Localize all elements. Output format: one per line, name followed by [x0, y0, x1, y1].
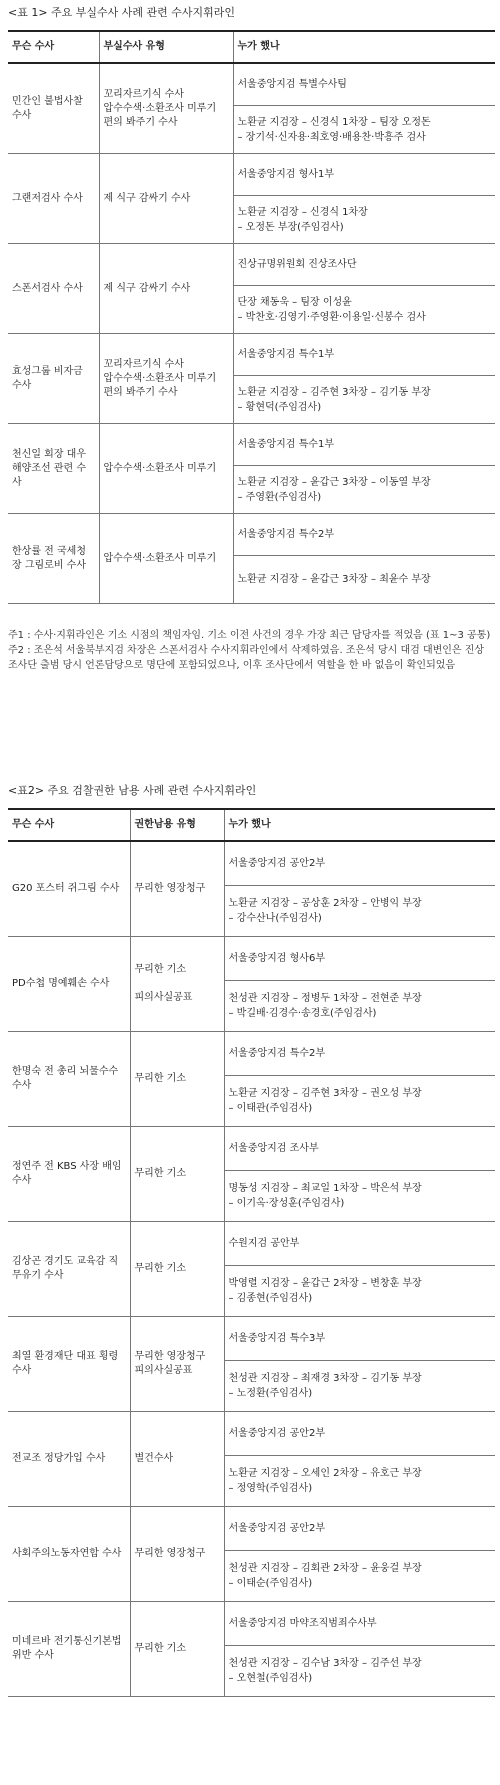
command-line-text: 노환균 지검장 – 윤갑근 3차장 – 이동열 부장: [237, 476, 431, 488]
case-name-cell: 최열 환경재단 대표 횡령 수사: [8, 1317, 130, 1412]
who-cell: [224, 1602, 495, 1697]
table2: [8, 808, 495, 1697]
case-name-cell: 효성그룹 비자금 수사: [8, 334, 99, 424]
command-line-text: 명동성 지검장 – 최교일 1차장 – 박은석 부장: [228, 1183, 422, 1194]
case-name-cell: 전교조 정당가입 수사: [8, 1412, 130, 1507]
table2-header-who: 누가 했나: [224, 809, 495, 841]
command-line-text: 노환균 지검장 – 윤갑근 3차장 – 최윤수 부장: [237, 574, 431, 585]
case-name-cell: 김상곤 경기도 교육감 직무유기 수사: [8, 1222, 130, 1317]
command-line-text: 노환균 지검장 – 공상훈 2차장 – 안병익 부장: [228, 898, 422, 909]
type-cell: 무리한 영장청구: [130, 841, 224, 937]
case-name-cell: 정연주 전 KBS 사장 배임 수사: [8, 1127, 130, 1222]
command-line-text: – 정영학(주임검사): [228, 1483, 313, 1494]
table1-header-type: 부실수사 유형: [99, 31, 233, 63]
command-line-text: 박영렬 지검장 – 윤갑근 2차장 – 변창훈 부장: [228, 1278, 422, 1289]
table-row: [8, 1507, 495, 1602]
who-cell: [224, 1412, 495, 1507]
who-cell: [233, 244, 495, 334]
table-row: [8, 514, 495, 604]
command-line: [225, 1266, 496, 1316]
department: 진상규명위원회 진상조사단: [234, 244, 496, 286]
command-line-text: 천성관 지검장 – 정병두 1차장 – 전현준 부장: [228, 993, 422, 1004]
type-cell: 제 식구 감싸기 수사: [99, 244, 233, 334]
table2-header-type: 권한남용 유형: [130, 809, 224, 841]
department: 수원지검 공안부: [225, 1222, 496, 1266]
case-name-cell: G20 포스터 쥐그림 수사: [8, 841, 130, 937]
type-cell: 무리한 기소 피의사실공표: [130, 937, 224, 1032]
note-2: 주2 : 조은석 서울북부지검 차장은 스폰서검사 수사지휘라인에서 삭제하였음. 조은석 당시 대검 대변인은 진상조사단 출범 당시 언론담당으로 명단에 포함되었으나, 이후 조사단에서 역할을 한 바 없음이 확인되었음: [8, 645, 485, 671]
who-cell: [224, 1507, 495, 1602]
command-line-text: 노환균 지검장 – 김주현 3차장 – 권오성 부장: [228, 1088, 422, 1099]
command-line: [225, 1551, 496, 1601]
table1-caption: <표 1> 주요 부실수사 사례 관련 수사지휘라인: [8, 6, 236, 19]
command-line: [234, 376, 496, 423]
command-line-text: 노환균 지검장 – 김주현 3차장 – 김기동 부장: [237, 386, 431, 398]
command-line-text: – 강수산나(주임검사): [228, 913, 322, 924]
command-line: [234, 556, 496, 603]
table1-header-who: 누가 했나: [233, 31, 495, 63]
department: 서울중앙지검 형사1부: [234, 154, 496, 196]
table1: [8, 30, 495, 604]
type-cell: 무리한 영장청구 피의사실공표: [130, 1317, 224, 1412]
table-row: [8, 1032, 495, 1127]
who-cell: [233, 334, 495, 424]
table-row: [8, 1602, 495, 1697]
type-cell: 꼬리자르기식 수사 압수수색·소환조사 미루기 편의 봐주기 수사: [99, 334, 233, 424]
command-line-text: 노환균 지검장 – 신경식 1차장: [237, 206, 368, 218]
table2-caption: <표2> 주요 검찰권한 남용 사례 관련 수사지휘라인: [8, 784, 257, 797]
who-cell: [233, 63, 495, 154]
table-row: [8, 1412, 495, 1507]
table-row: [8, 154, 495, 244]
table-row: [8, 841, 495, 937]
case-name-cell: PD수첩 명예훼손 수사: [8, 937, 130, 1032]
who-cell: [224, 841, 495, 937]
table-row: [8, 937, 495, 1032]
department: 서울중앙지검 형사6부: [225, 937, 496, 981]
case-name-cell: 한명숙 전 총리 뇌물수수 수사: [8, 1032, 130, 1127]
department: 서울중앙지검 특수3부: [225, 1317, 496, 1361]
table-row: [8, 1222, 495, 1317]
type-cell: 압수수색·소환조사 미루기: [99, 514, 233, 604]
who-cell: [233, 154, 495, 244]
department: 서울중앙지검 특수1부: [234, 424, 496, 466]
command-line-text: 천성관 지검장 – 김수남 3차장 – 김주선 부장: [228, 1658, 422, 1669]
who-cell: [224, 1127, 495, 1222]
type-cell: 제 식구 감싸기 수사: [99, 154, 233, 244]
command-line: [225, 886, 496, 936]
command-line-text: 천성관 지검장 – 최재경 3차장 – 김기동 부장: [228, 1373, 422, 1384]
department: 서울중앙지검 특수1부: [234, 334, 496, 376]
type-cell: 무리한 기소: [130, 1032, 224, 1127]
command-line-text: 노환균 지검장 – 오세인 2차장 – 유호근 부장: [228, 1468, 422, 1479]
case-name-cell: 사회주의노동자연합 수사: [8, 1507, 130, 1602]
table-row: [8, 1127, 495, 1222]
command-line: [225, 1646, 496, 1696]
who-cell: [224, 1032, 495, 1127]
command-line-text: – 노정환(주임검사): [228, 1388, 313, 1399]
command-line-text: – 이태순(주임검사): [228, 1578, 313, 1589]
department: 서울중앙지검 특별수사팀: [234, 64, 496, 106]
command-line-text: 천성관 지검장 – 김회관 2차장 – 윤웅걸 부장: [228, 1563, 422, 1574]
command-line: [234, 196, 496, 243]
department: 서울중앙지검 공안2부: [225, 842, 496, 886]
who-cell: [224, 1317, 495, 1412]
table-row: [8, 244, 495, 334]
type-cell: 꼬리자르기식 수사 압수수색·소환조사 미루기 편의 봐주기 수사: [99, 63, 233, 154]
command-line: [234, 106, 496, 153]
type-cell: 별건수사: [130, 1412, 224, 1507]
case-name-cell: 천신일 회장 대우해양조선 관련 수사: [8, 424, 99, 514]
case-name-cell: 한상률 전 국세청장 그림로비 수사: [8, 514, 99, 604]
command-line: [234, 286, 496, 333]
command-line-text: – 박찬호·김영기·주영환·이용일·신봉수 검사: [237, 311, 426, 323]
type-cell: 무리한 영장청구: [130, 1507, 224, 1602]
type-cell: 무리한 기소: [130, 1222, 224, 1317]
table-row: [8, 334, 495, 424]
department: 서울중앙지검 공안2부: [225, 1507, 496, 1551]
who-cell: [233, 514, 495, 604]
type-cell: 압수수색·소환조사 미루기: [99, 424, 233, 514]
department: 서울중앙지검 마약조직범죄수사부: [225, 1602, 496, 1646]
command-line-text: – 김종현(주임검사): [228, 1293, 313, 1304]
department: 서울중앙지검 특수2부: [234, 514, 496, 556]
case-name-cell: 민간인 불법사찰 수사: [8, 63, 99, 154]
who-cell: [233, 424, 495, 514]
command-line-text: 노환균 지검장 – 신경식 1차장 – 팀장 오정돈: [237, 116, 431, 128]
command-line: [225, 1361, 496, 1411]
note-1: 주1 : 수사·지휘라인은 기소 시점의 책임자임. 기소 이전 사건의 경우 가장 최근 담당자를 적었음 (표 1~3 공통): [8, 630, 491, 641]
who-cell: [224, 1222, 495, 1317]
command-line-text: – 이기옥·장성훈(주임검사): [228, 1198, 345, 1209]
command-line-text: – 오현철(주임검사): [228, 1673, 313, 1684]
type-cell: 무리한 기소: [130, 1602, 224, 1697]
department: 서울중앙지검 조사부: [225, 1127, 496, 1171]
command-line-text: – 주영환(주임검사): [237, 491, 322, 503]
command-line: [225, 1456, 496, 1506]
case-name-cell: 미네르바 전기통신기본법위반 수사: [8, 1602, 130, 1697]
table2-header-case: 무슨 수사: [8, 809, 130, 841]
who-cell: [224, 937, 495, 1032]
command-line-text: 단장 채동욱 – 팀장 이성윤: [237, 296, 352, 308]
command-line: [225, 1171, 496, 1221]
case-name-cell: 그랜저검사 수사: [8, 154, 99, 244]
department: 서울중앙지검 특수2부: [225, 1032, 496, 1076]
command-line: [234, 466, 496, 513]
command-line-text: – 이태관(주임검사): [228, 1103, 313, 1114]
table1-notes: [8, 628, 493, 673]
command-line: [225, 981, 496, 1031]
table-row: [8, 424, 495, 514]
case-name-cell: 스폰서검사 수사: [8, 244, 99, 334]
command-line-text: – 오정돈 부장(주임검사): [237, 221, 344, 233]
type-cell: 무리한 기소: [130, 1127, 224, 1222]
table-row: [8, 1317, 495, 1412]
department: 서울중앙지검 공안2부: [225, 1412, 496, 1456]
command-line: [225, 1076, 496, 1126]
table-row: [8, 63, 495, 154]
table1-header-case: 무슨 수사: [8, 31, 99, 63]
command-line-text: – 황현덕(주임검사): [237, 401, 322, 413]
command-line-text: – 장기석·신자용·최호영·배용찬·박흥주 검사: [237, 131, 426, 143]
command-line-text: – 박길배·김경수·송경호(주임검사): [228, 1008, 377, 1019]
